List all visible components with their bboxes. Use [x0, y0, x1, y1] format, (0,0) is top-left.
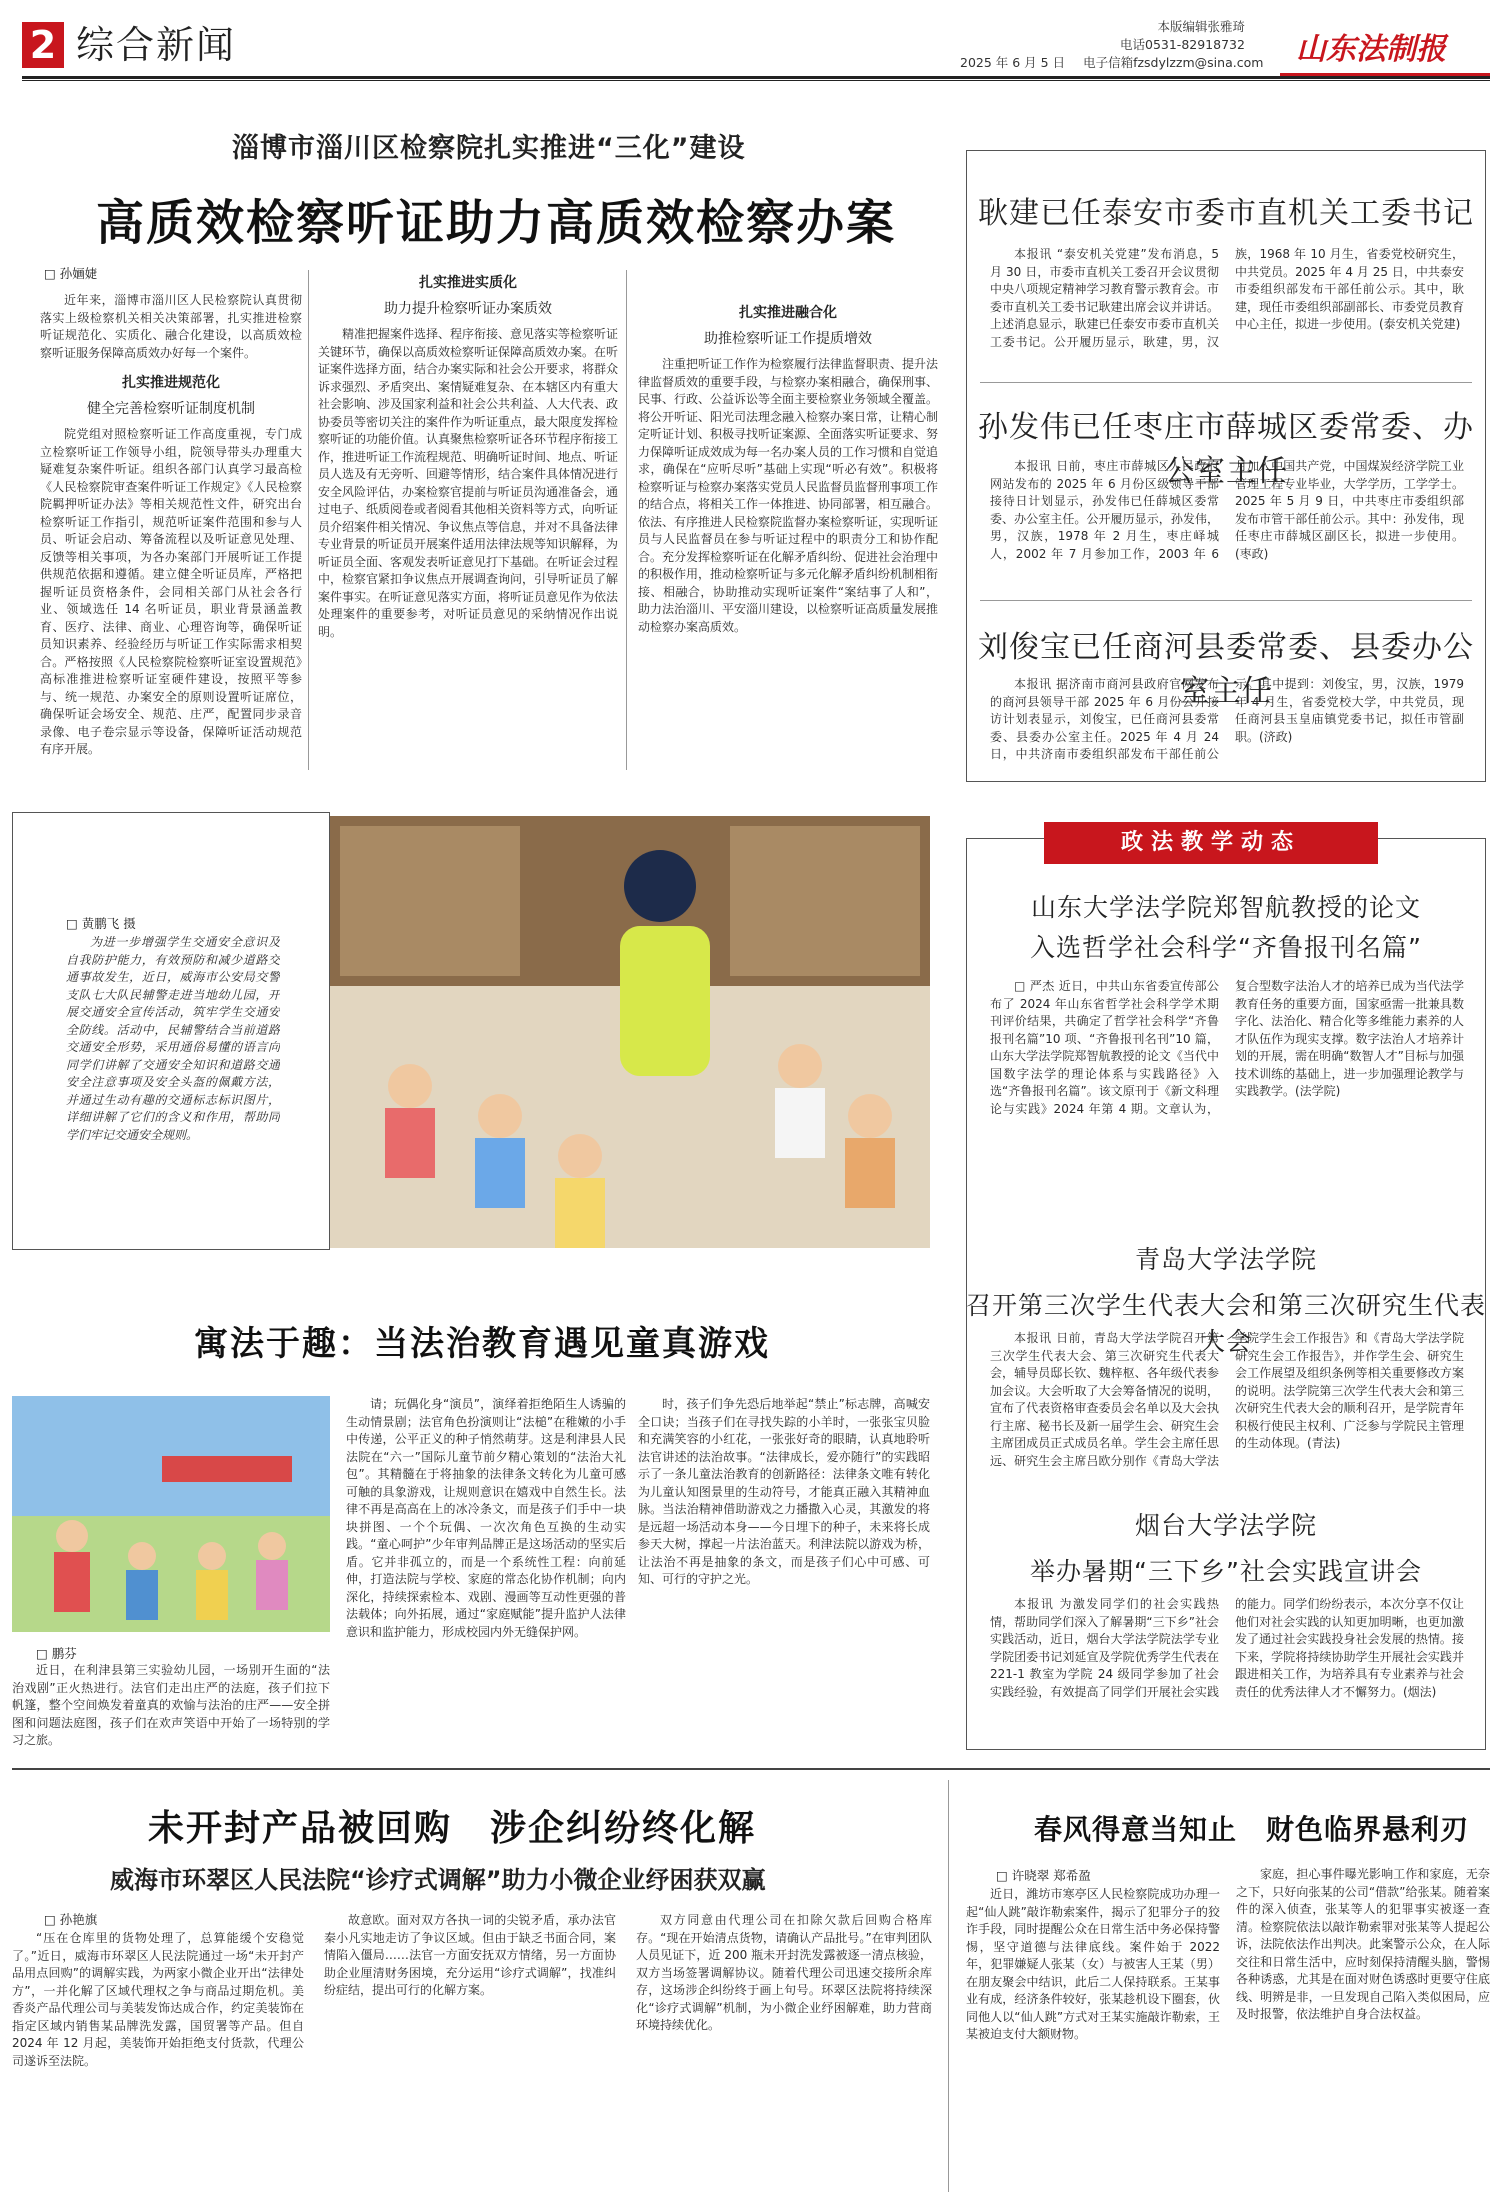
appointment-2-title: 孙发伟已任枣庄市薛城区委常委、办公室主任 [978, 410, 1474, 489]
sec2-body: 精准把握案件选择、程序衔接、意见落实等检察听证关键环节，确保以高质效检察听证保障高质效办案。在听证案件选择方面，结合办案实际和社会公开要求，将群众诉求强烈、矛盾突出、案情疑难复杂、在本辖区内有重大社会影响、涉及国家利益和社会公共利益、人大代表、政协委员等密切关注的案件作为听证重点，最大限度发挥检察听证的功能价值。认真聚焦检察听证各环节程序衔接工作，推进听证工作流程规范、明确听证时间、地点、听证员人选及有无旁听、回避等情形，结合案件具体情况进行安全风险评估，办案检察官提前与听证员沟通准备会，通过电子、纸质阅卷或者阅看其他相关资料等方式，向听证员介绍案件相关情况、争议焦点等信息，并对不具备法律专业背景的听证员开展案件适用法律法规等知识解释，为听证员全面、客观发表听证意见打下基础。在听证会过程中，检察官紧扣争议焦点开展调查询问，引导听证员了解案件事实。在听证意见落实方面，将听证员意见作为依法处理案件的重要参考，对听证员意见的采纳情况作出说明。 [318, 327, 618, 639]
sec3-title: 扎实推进融合化 [739, 305, 837, 321]
kids-photo-illustration [12, 1396, 330, 1632]
appointment-2-body: 本报讯 日前，枣庄市薛城区人民政府网站发布的 2025 年 6 月份区级领导干部接待日计划显示，孙发伟已任薛城区委常委、办公室主任。公开履历显示，孙发伟，男，汉族，1978 年 2 月生，枣庄峄城人，2002 年 7 月参加工作，2003 年 6 月加入中国共产党，中国煤炭经济学院工业管理工程专业毕业，大学学历，工学学士。2025 年 5 月 9 日，中共枣庄市委组织部发布市管干部任前公示。其中：孙发伟，现任枣庄市薛城区副区长，拟进一步使用。(枣政) [990, 459, 1464, 561]
bottom-right-headline: 春风得意当知止 财色临界悬利刃 [1034, 1813, 1470, 1846]
bottom-left-headline: 未开封产品被回购 涉企纠纷终化解 [148, 1808, 757, 1849]
edu-2-body: 本报讯 日前，青岛大学法学院召开第三次学生代表大会、第三次研究生代表大会，辅导员邸长钦、魏梓枢、各年级代表参加会议。大会听取了大会筹备情况的说明，宣布了代表资格审查委员会名单以及大会执行主席、秘书长及新一届学生会、研究生会主席团成员正式成员名单。学生会主席任思远、研究生会主席吕欧分别作《青岛大学法学院学生会工作报告》和《青岛大学法学院研究生会工作报告》，并作学生会、研究生会工作展望及组织条例等相关重要修改方案的说明。法学院第三次学生代表大会和第三次研究生代表大会的顺利召开，是学院青年积极行使民主权利、广泛参与学院民主管理的生动体现。(青法) [990, 1331, 1464, 1468]
photo-caption: 为进一步增强学生交通安全意识及自我防护能力，有效预防和减少道路交通事故发生，近日，威海市公安局交警支队七大队民辅警走进当地幼儿园，开展交通安全宣传活动，筑牢学生交通安全防线。活动中，民辅警结合当前道路交通安全形势，采用通俗易懂的语言向同学们讲解了交通安全知识和道路交通安全注意事项及安全头盔的佩戴方法，并通过生动有趣的交通标志标识图片，详细讲解了它们的含义和作用，帮助同学们牢记交通安全规则。 [66, 935, 280, 1142]
photo-illustration [330, 816, 930, 1248]
kids-body-2: 请；玩偶化身“演员”，演绎着拒绝陌生人诱骗的生动情景剧；法官角色扮演则让“法槌”在稚嫩的小手中传递，公平正义的种子悄然萌芽。这是利津县人民法院在“六一”国际儿童节前夕精心策划的“法治大礼包”。其精髓在于将抽象的法律条文转化为儿童可感可触的具象游戏，让规则意识在嬉戏中自然生长。法律不再是高高在上的冰冷条文，而是孩子们手中一块块拼图、一个个玩偶、一次次角色互换的生动实践。“童心呵护”少年审判品牌正是这场活动的坚实后盾。它并非孤立的，而是一个系统性工程：向前延伸，打造法院与学校、家庭的常态化协作机制；向内深化，持续探索检本、戏剧、漫画等互动性更强的普法载体；向外拓展，通过“家庭赋能”提升监护人法律意识和监护能力，形成校园内外无缝保护网。 [346, 1397, 626, 1639]
edu-3-title-line2: 举办暑期“三下乡”社会实践宣讲会 [1030, 1557, 1422, 1586]
editor-name: 本版编辑张雅琦 [1157, 19, 1245, 34]
appointment-3-title: 刘俊宝已任商河县委常委、县委办公室主任 [978, 630, 1474, 709]
appointment-1-title: 耿建已任泰安市委市直机关工委书记 [978, 196, 1474, 231]
column-divider [948, 1780, 949, 2192]
bottom-left-body-2: 故意欧。面对双方各执一词的尖锐矛盾，承办法官秦小凡实地走访了争议区域。但由于缺乏书面合同，案情陷入僵局……法官一方面安抚双方情绪，另一方面协助企业厘清财务困境，充分运用“诊疗式调解”，找准纠纷症结，提出可行的化解方案。 [324, 1913, 616, 1997]
edu-2-title-line2: 召开第三次学生代表大会和第三次研究生代表大会 [966, 1291, 1487, 1356]
bottom-left-body-3: 双方同意由代理公司在扣除欠款后回购合格库存。“现在开始清点货物，请确认产品批号。”在审判团队人员见证下，近 200 瓶未开封洗发露被逐一清点核验，双方当场签署调解协议。随着代理公司迅速交接所余库存，这场涉企纠纷终于画上句号。环翠区法院将持续深化“诊疗式调解”机制，为小微企业纾困解难，助力营商环境持续优化。 [636, 1913, 932, 2032]
sec3-body: 注重把听证工作作为检察履行法律监督职责、提升法律监督质效的重要手段，与检察办案相融合，确保刑事、民事、行政、公益诉讼等全面主要检察业务领域全覆盖。将公开听证、阳光司法理念融入检察办案日常，让精心制定听证计划、积极寻找听证案源、全面落实听证要求、努力保障听证成效成为每一名办案人员的工作习惯和自觉追求，确保在“应听尽听”基础上实现“听必有效”。积极将检察听证与检察办案落实党员人民监督员监督刑事项工作的结合点，将相关工作一体推进、协同部署，相互融合。依法、有序推进人民检察院监督办案检察听证，实现听证员与人民监督员在参与听证过程中的职责分工和协作配合。充分发挥检察听证在化解矛盾纠纷、促进社会治理中的积极作用，推动检察听证与多元化解矛盾纠纷机制相衔接、相融合，协助推动实现听证案件“案结事了人和”，助力法治淄川、平安淄川建设，以检察听证高质量发展推动检察办案高质效。 [638, 357, 938, 634]
sec3-subtitle: 助推检察听证工作提质增效 [704, 331, 872, 347]
sec1-subtitle: 健全完善检察听证制度机制 [87, 401, 255, 417]
kids-body-1: 近日，在利津县第三实验幼儿园，一场别开生面的“法治戏剧”正火热进行。法官们走出庄严的法庭，孩子们拉下帆篷，整个空间焕发着童真的欢愉与法治的庄严——安全拼图和问题法庭图，孩子们在欢声笑语中开始了一场特别的学习之旅。 [12, 1663, 330, 1746]
box-divider [980, 382, 1472, 383]
column-divider [308, 270, 309, 770]
edu-tag: 政法教学动态 [1044, 822, 1378, 864]
appointment-1-body: 本报讯 “泰安机关党建”发布消息，5 月 30 日，市委市直机关工委召开会议贯彻中央八项规定精神学习教育警示教育会。市委市直机关工委书记耿建出席会议并讲话。上述消息显示，耿建已任泰安市委市直机关工委书记。公开履历显示，耿建，男，汉族，1968 年 10 月生，省委党校研究生，中共党员。2025 年 4 月 25 日，中共泰安市委组织部发布干部任前公示。其中，耿建，现任市委组织部副部长、市委党员教育中心主任，拟进一步使用。(泰安机关党建) [990, 247, 1464, 349]
bottom-right-body-2: 家庭，担心事件曝光影响工作和家庭，无奈之下，只好向张某的公司“借款”给张某。随着案件的深入侦查，张某等人的犯罪事实被逐一查清。检察院依法以敲诈勒索罪对张某等人提起公诉，法院依法作出判决。此案警示公众，在人际交往和日常生活中，应时刻保持清醒头脑，警惕各种诱惑，尤其是在面对财色诱惑时更要守住底线、明辨是非，一旦发现自己陷入类似困局，应及时报警，依法维护自身合法权益。 [1236, 1867, 1490, 2021]
section-name: 综合新闻 [76, 23, 237, 67]
editor-email: 电子信箱fzsdylzzm@sina.com [1083, 55, 1264, 70]
bottom-left-byline: □ 孙艳旗 [44, 1912, 98, 1927]
section-number: 2 [22, 22, 64, 68]
edu-2-title-line1: 青岛大学法学院 [1134, 1245, 1317, 1274]
sec1-body: 院党组对照检察听证工作高度重视，专门成立检察听证工作领导小组，院领导带头办理重大疑难复杂案件听证。组织各部门认真学习最高检《人民检察院审查案件听证工作规定》《人民检察院羁押听证办法》等相关规范性文件，研究出台检察听证工作指引，规范听证案件范围和参与人员、听证会启动、筹备流程以及听证意见处理、反馈等相关事项，为各办案部门开展听证工作提供规范依据和遵循。建立健全听证员库，严格把握听证员资格条件，会同相关部门从社会各行业、领域选任 14 名听证员，职业背景涵盖教育、医疗、法律、商业、心理咨询等，确保听证员知识素养、经验经历与听证工作实际需求相契合。严格按照《人民检察院检察听证室设置规范》高标准推进检察听证室硬件建设，按照平等参与、统一规范、办案安全的原则设置听证席位，确保听证会场安全、规范、庄严，配置同步录音录像、电子卷宗显示等设备，保障听证活动规范有序开展。 [40, 427, 302, 756]
editor-info [1120, 18, 1245, 54]
sec1-title: 扎实推进规范化 [122, 375, 220, 391]
photo-byline: □ 黄鹏飞 摄 [66, 916, 136, 931]
kids-body-3: 时，孩子们争先恐后地举起“禁止”标志牌，高喊安全口诀；当孩子们在寻找失踪的小羊时，一张张宝贝脸和充满笑容的小红花，一张张好奇的眼睛，认真地聆听法官讲述的法治故事。“法律成长，爱亦随行”的实践昭示了一条儿童法治教育的创新路径：法律条文唯有转化为儿童认知图景里的生动符号，才能真正融入其精神血脉。当法治精神借助游戏之力播撒入心灵，其激发的将是远超一场活动本身——今日埋下的种子，未来将长成参天大树，撑起一片法治蓝天。利津法院以游戏为桥，让法治不再是抽象的条文，而是孩子们心中可感、可知、可行的守护之光。 [638, 1397, 930, 1586]
editor-phone: 电话0531-82918732 [1120, 37, 1245, 52]
bottom-right-byline: □ 许晓翠 郑希盈 [996, 1868, 1091, 1883]
edu-3-body: 本报讯 为激发同学们的社会实践热情，帮助同学们深入了解暑期“三下乡”社会实践活动，近日，烟台大学法学院法学专业学院团委书记刘延宣及学院优秀学生代表在 221-1 教室为学院 24 级同学参加了社会实践经验，有效提高了同学们开展社会实践的能力。同学们纷纷表示，本次分享不仅让他们对社会实践的认知更加明晰，也更加激发了通过社会实践投身社会发展的热情。接下来，学院将持续协助学生开展社会实践并跟进相关工作，为培养具有专业素养与社会责任的优秀法律人才不懈努力。(烟法) [990, 1597, 1464, 1699]
column-divider [626, 270, 627, 770]
bottom-left-subhead: 威海市环翠区人民法院“诊疗式调解”助力小微企业纾困获双赢 [110, 1866, 766, 1894]
kids-byline: □ 鹏芬 [36, 1646, 77, 1661]
paper-logo: 山东法制报 [1296, 32, 1446, 67]
main-intro: 近年来，淄博市淄川区人民检察院认真贯彻落实上级检察机关相关决策部署，扎实推进检察听证规范化、实质化、融合化建设，以高质效检察听证服务保障高质效办好每一个案件。 [40, 293, 302, 360]
kids-photo [12, 1396, 330, 1632]
bottom-right-body-1: 近日，潍坊市寒亭区人民检察院成功办理一起“仙人跳”敲诈勒索案件，揭示了犯罪分子的狡诈手段，同时提醒公众在日常生活中务必保持警惕，坚守道德与法律底线。案件始于 2022 年，犯罪嫌疑人张某（女）与被害人王某（男）在朋友聚会中结识，此后二人保持联系。王某事业有成，经济条件较好，张某趁机设下圈套，伙同他人以“仙人跳”方式对王某实施敲诈勒索，王某被迫支付大额财物。 [966, 1887, 1220, 2041]
bottom-section-rule [12, 1768, 1490, 1770]
appointment-3-body: 本报讯 据济南市商河县政府官网发布的商河县领导干部 2025 年 6 月份公开接访计划表显示，刘俊宝，已任商河县委常委、县委办公室主任。2025 年 4 月 24 日，中共济南市委组织部发布干部任前公示。其中提到：刘俊宝，男，汉族，1979 年 4 月生，省委党校大学，中共党员，现任商河县玉皇庙镇党委书记，拟任市管副职。(济政) [990, 677, 1464, 761]
issue-date: 2025 年 6 月 5 日 [960, 55, 1066, 70]
main-column-2 [318, 272, 618, 772]
main-byline: □ 孙婳婕 [44, 266, 98, 281]
sec2-subtitle: 助力提升检察听证办案质效 [384, 301, 552, 317]
main-kicker: 淄博市淄川区检察院扎实推进“三化”建设 [232, 133, 746, 164]
main-headline: 高质效检察听证助力高质效检察办案 [96, 195, 897, 251]
traffic-police-photo [330, 816, 930, 1248]
edu-1-title-line2: 入选哲学社会科学“齐鲁报刊名篇” [1030, 933, 1422, 962]
edu-3-title-line1: 烟台大学法学院 [1134, 1511, 1317, 1540]
kids-headline: 寓法于趣：当法治教育遇见童真游戏 [194, 1324, 770, 1364]
bottom-left-body-1: “压在仓库里的货物处理了，总算能缓个安稳觉了。”近日，威海市环翠区人民法院通过一场“未开封产品用点回购”的调解实践，为两家小微企业开出“法律处方”，一并化解了区域代理权之争与商品过期危机。美香炎产品代理公司与美装发饰达成合作，约定美装饰在指定区域内销售某品牌洗发露，国贸署等产品。但自 2024 年 12 月起，美装饰开始拒绝支付货款，代理公司遂诉至法院。 [12, 1931, 304, 2068]
date-email-line [960, 54, 1263, 72]
box-divider [980, 600, 1472, 601]
main-column-1 [40, 292, 302, 772]
header-rule [22, 76, 1490, 79]
edu-1-body: □ 严杰 近日，中共山东省委宣传部公布了 2024 年山东省哲学社会科学学术期刊评价结果，共确定了哲学社会科学“齐鲁报刊名篇”10 项、“齐鲁报刊名刊”10 篇，山东大学法学院郑智航教授的论文《当代中国数字法学的理论体系与实践路径》入选“齐鲁报刊名篇”。该文原刊于《新文科理论与实践》2024 年第 4 期。文章认为，复合型数字法治人才的培养已成为当代法学教育任务的重要方面，国家亟需一批兼具数字化、法治化、精合化等多维能力素养的人才队伍作为现实支撑。数字法治人才培养计划的开展，需在明确“数智人才”目标与加强技术训练的基础上，进一步加强理论教学与实践教学。(法学院) [990, 979, 1464, 1116]
sec2-title: 扎实推进实质化 [419, 275, 517, 291]
main-column-3 [638, 272, 938, 772]
header-rule-thin [22, 80, 1490, 81]
edu-1-title-line1: 山东大学法学院郑智航教授的论文 [1030, 893, 1421, 922]
